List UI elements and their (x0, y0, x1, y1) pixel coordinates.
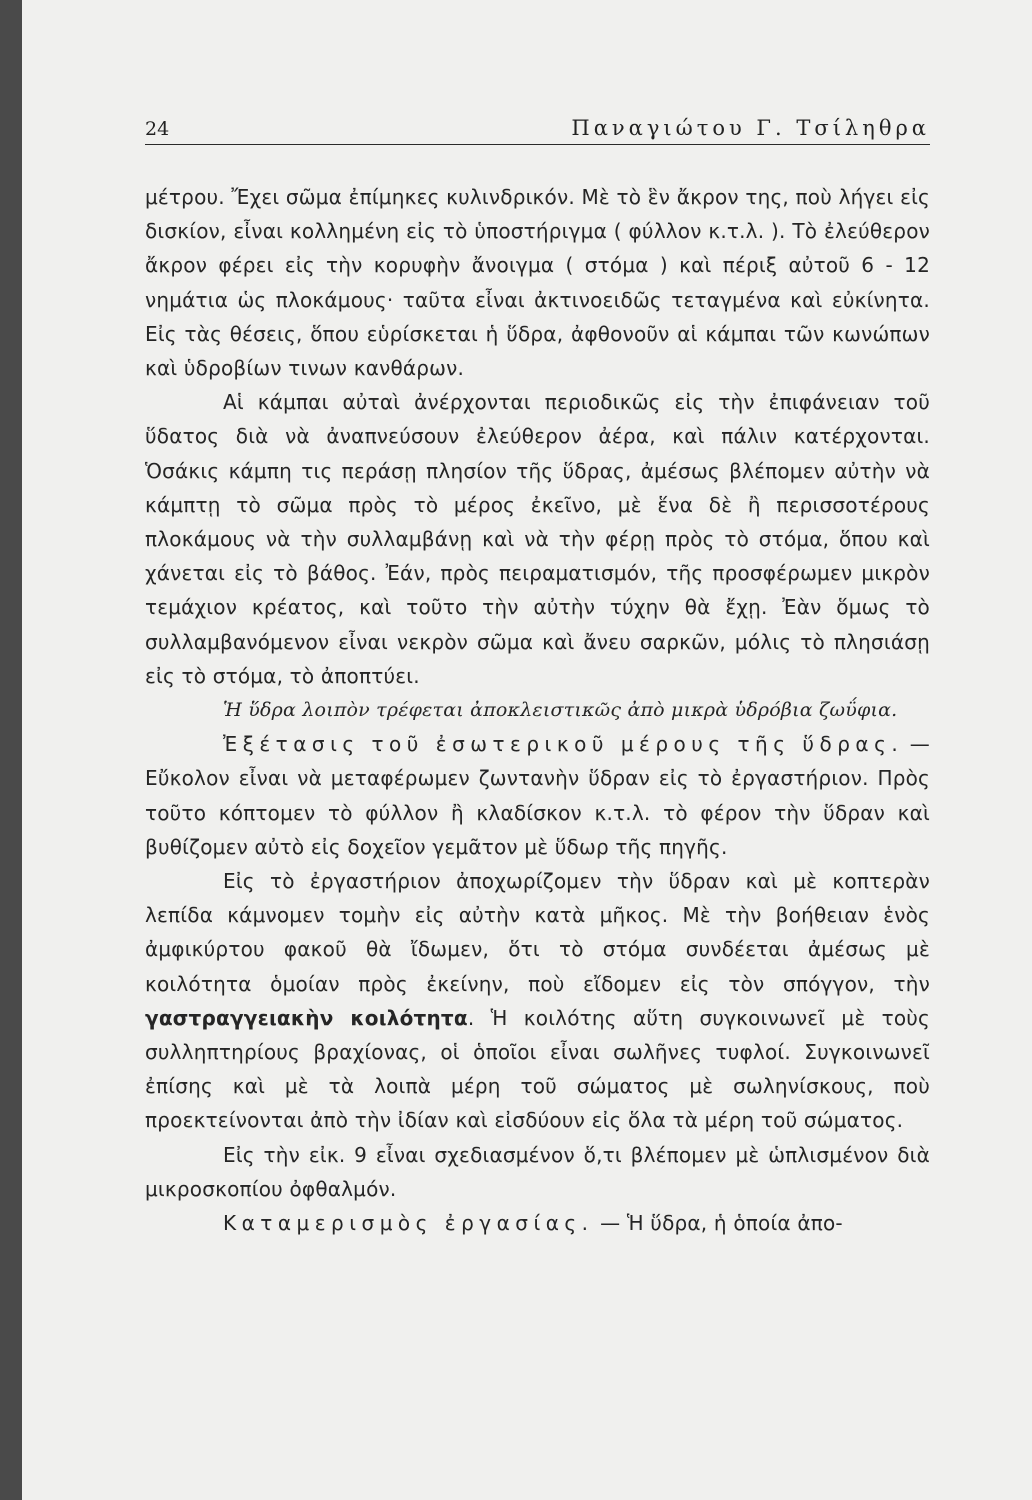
page-header (145, 112, 930, 145)
page-number: 24 (145, 118, 170, 140)
running-head: Παναγιώτου Γ. Τσίληθρα (571, 116, 930, 140)
section-heading-division-of-labor: Καταμερισμὸς ἐργασίας. (223, 1211, 594, 1236)
paragraph-1: μέτρου. Ἔχει σῶμα ἐπίμηκες κυλινδρικόν. Μὲ τὸ ἓν ἄκρον της, ποὺ λήγει εἰς δισκίον, εἶναι κολλημένη εἰς τὸ ὑποστήριγμα ( φύλλον κ.τ.λ. ). Τὸ ἐλεύθερον ἄκρον φέρει εἰς τὴν κορυφὴν ἄνοιγμα ( στόμα ) καὶ πέριξ αὐτοῦ 6 - 12 νημάτια ὡς πλοκάμους· ταῦτα εἶναι ἀκτινοειδῶς τεταγμένα καὶ εὐκίνητα. Εἰς τὰς θέσεις, ὅπου εὑρίσκεται ἡ ὕδρα, ἀφθονοῦν αἱ κάμπαι τῶν κωνώπων καὶ ὑδροβίων τινων κανθάρων. (145, 185, 930, 381)
term-gastrovascular-cavity: γαστραγγειακὴν κοιλότητα (145, 1005, 468, 1030)
paragraph-lab-rest: . Ἡ κοιλότης αὕτη συγκοινωνεῖ μὲ τοὺς συλληπτηρίους βραχίονας, οἱ ὁποῖοι εἶναι σωλῆνες τυφλοί. Συγκοινωνεῖ ἐπίσης καὶ μὲ τὰ λοιπὰ μέρη τοῦ σώματος μὲ σωληνίσκους, ποὺ προεκτείνονται ἀπὸ τὴν ἰδίαν καὶ εἰσδύουν εἰς ὅλα τὰ μέρη τοῦ σώματος. (145, 1005, 930, 1133)
book-page (22, 0, 1032, 1500)
paragraph-examination-text: — Εὔκολον εἶναι νὰ μεταφέρωμεν ζωντανὴν ὕδραν εἰς τὸ ἐργαστήριον. Πρὸς τοῦτο κόπτομεν τὸ φύλλον ἢ κλαδίσκον κ.τ.λ. τὸ φέρον τὴν ὕδραν καὶ βυθίζομεν αὐτὸ εἰς δοχεῖον γεμᾶτον μὲ ὕδωρ τῆς πηγῆς. (145, 732, 930, 859)
paragraph-division-of-labor (145, 1206, 930, 1240)
paragraph-examination (145, 727, 930, 864)
paragraph-division-of-labor-text: — Ἡ ὕδρα, ἡ ὁποία ἀπο- (593, 1211, 843, 1236)
paragraph-2: Αἱ κάμπαι αὐταὶ ἀνέρχονται περιοδικῶς εἰς τὴν ἐπιφάνειαν τοῦ ὕδατος διὰ νὰ ἀναπνεύσουν ἐλεύθερον ἀέρα, καὶ πάλιν κατέρχονται. Ὁσάκις κάμπη τις περάσῃ πλησίον τῆς ὕδρας, ἀμέσως βλέπομεν αὐτὴν νὰ κάμπτῃ τὸ σῶμα πρὸς τὸ μέρος ἐκεῖνο, μὲ ἕνα δὲ ἢ περισσοτέρους πλοκάμους νὰ τὴν συλλαμβάνῃ καὶ νὰ τὴν φέρῃ πρὸς τὸ στόμα, ὅπου καὶ χάνεται εἰς τὸ βάθος. Ἐάν, πρὸς πειραματισμόν, τῆς προσφέρωμεν μικρὸν τεμάχιον κρέατος, καὶ τοῦτο τὴν αὐτὴν τύχην θὰ ἔχῃ. Ἐὰν ὅμως τὸ συλλαμβανόμενον εἶναι νεκρὸν σῶμα καὶ ἄνευ σαρκῶν, μόλις τὸ πλησιάσῃ εἰς τὸ στόμα, τὸ ἀποπτύει. (145, 390, 930, 688)
paragraph-lab-text: Εἰς τὸ ἐργαστήριον ἀποχωρίζομεν τὴν ὕδραν καὶ μὲ κοπτερὰν λεπίδα κάμνομεν τομὴν εἰς αὐτὴν κατὰ μῆκος. Μὲ τὴν βοήθειαν ἑνὸς ἀμφικύρτου φακοῦ θὰ ἴδωμεν, ὅτι τὸ στόμα συνδέεται ἀμέσως μὲ κοιλότητα ὁμοίαν πρὸς ἐκείνην, ποὺ εἴδομεν εἰς τὸν σπόγγον, τὴν (145, 869, 930, 996)
section-heading-examination: Ἐξέτασις τοῦ ἐσωτερικοῦ μέρους τῆς ὕδρας. (223, 732, 904, 757)
paragraph-figure-ref: Εἰς τὴν εἰκ. 9 εἶναι σχεδιασμένον ὅ,τι βλέπομεν μὲ ὡπλισμένον διὰ μικροσκοπίου ὀφθαλμόν. (145, 1142, 930, 1201)
page-body (145, 180, 930, 1240)
paragraph-lab (145, 864, 930, 1138)
italic-paragraph: Ἡ ὕδρα λοιπὸν τρέφεται ἀποκλειστικῶς ἀπὸ μικρὰ ὑδρόβια ζωΰφια. (223, 699, 898, 722)
